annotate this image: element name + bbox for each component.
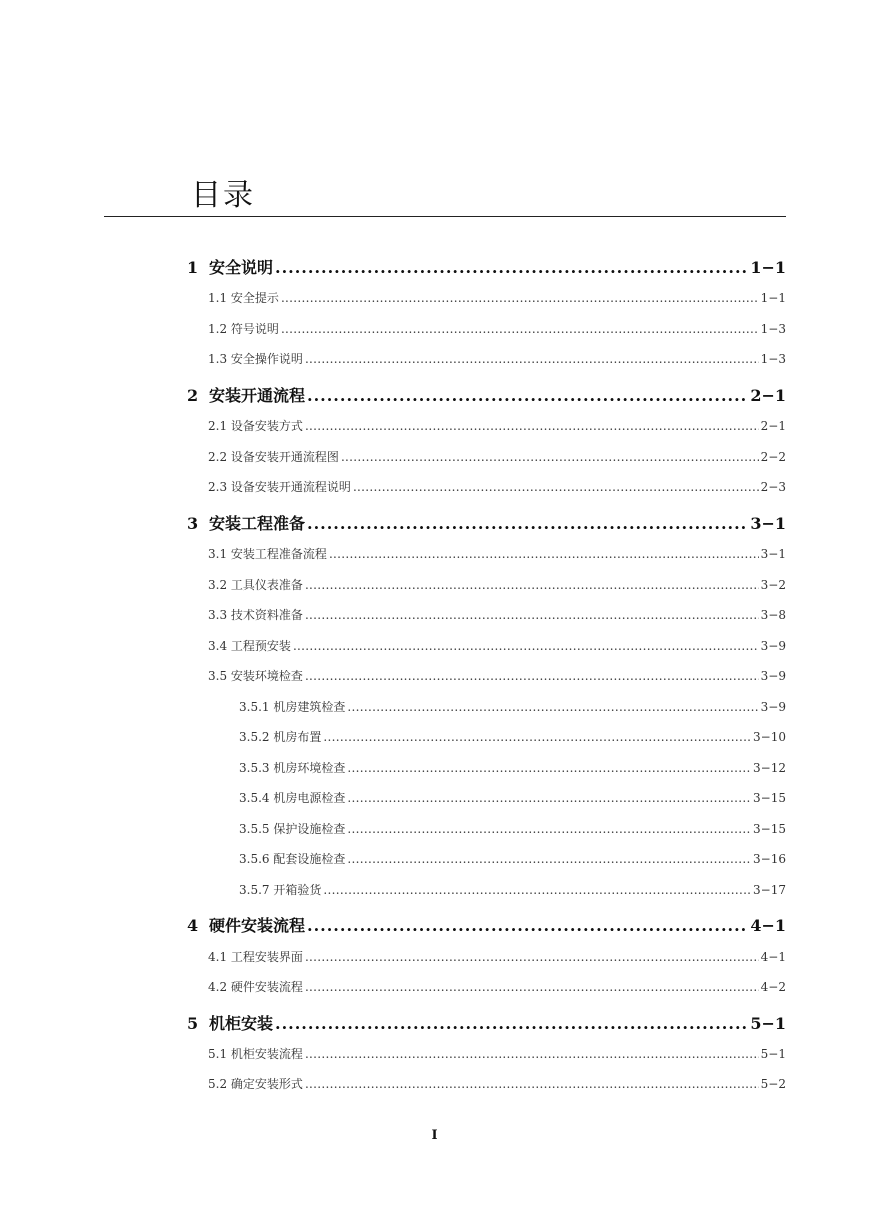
toc-leader <box>305 950 759 964</box>
toc-title: 符号说明 <box>230 322 279 336</box>
toc-entry-3-5-7[interactable] <box>239 881 786 898</box>
toc-number: 3.5.5 <box>239 822 270 836</box>
toc-title: 机柜安装流程 <box>230 1047 303 1061</box>
toc-number: 3.5.3 <box>239 761 270 775</box>
toc-entry-2[interactable] <box>187 383 786 406</box>
toc-title: 硬件安装流程 <box>230 980 303 994</box>
toc-number: 3.5 <box>208 669 228 683</box>
toc-title: 确定安装形式 <box>230 1077 303 1091</box>
toc-number: 3 <box>187 514 199 533</box>
toc-page: 3−15 <box>753 791 786 805</box>
toc-title: 安装开通流程 <box>209 386 306 405</box>
toc-number: 2.2 <box>208 450 228 464</box>
toc-page: 5−1 <box>750 1014 786 1033</box>
toc-leader <box>347 761 751 775</box>
title-divider <box>104 216 786 217</box>
toc-page: 1−1 <box>760 291 786 305</box>
toc-entry-3-5-3[interactable] <box>239 759 786 776</box>
toc-page: 3−16 <box>753 852 786 866</box>
toc-page: 1−1 <box>750 258 786 277</box>
toc-leader <box>305 419 759 433</box>
toc-title: 机房建筑检查 <box>273 700 346 714</box>
toc-title: 安全提示 <box>230 291 279 305</box>
toc-page: 5−2 <box>760 1077 786 1091</box>
toc-title: 安装工程准备 <box>209 514 306 533</box>
toc-title: 安装环境检查 <box>230 669 303 683</box>
toc-title: 技术资料准备 <box>230 608 303 622</box>
toc-number: 2.1 <box>208 419 228 433</box>
toc-title: 工程预安装 <box>230 639 291 653</box>
toc-number: 3.2 <box>208 578 228 592</box>
toc-entry-3-4[interactable] <box>208 637 786 654</box>
toc-leader <box>281 291 759 305</box>
toc-page: 4−2 <box>760 980 786 994</box>
toc-entry-1[interactable] <box>187 255 786 278</box>
toc-page: 4−1 <box>750 916 786 935</box>
toc-entry-5-2[interactable] <box>208 1075 786 1092</box>
toc-number: 3.5.7 <box>239 883 270 897</box>
toc-entry-4[interactable] <box>187 913 786 936</box>
toc-title: 机房环境检查 <box>273 761 346 775</box>
toc-number: 5.2 <box>208 1077 228 1091</box>
toc-title: 硬件安装流程 <box>209 916 306 935</box>
toc-leader <box>323 883 751 897</box>
toc-leader <box>305 608 759 622</box>
toc-leader <box>307 916 748 935</box>
toc-page: 4−1 <box>760 950 786 964</box>
toc-entry-5[interactable] <box>187 1011 786 1034</box>
toc-entry-3-2[interactable] <box>208 576 786 593</box>
toc-entry-5-1[interactable] <box>208 1045 786 1062</box>
toc-entry-2-3[interactable] <box>208 478 786 495</box>
toc-leader <box>293 639 759 653</box>
toc-page: 3−15 <box>753 822 786 836</box>
toc-title: 机房电源检查 <box>273 791 346 805</box>
toc-title: 工具仪表准备 <box>230 578 303 592</box>
toc-entry-4-2[interactable] <box>208 978 786 995</box>
toc-leader <box>305 980 759 994</box>
toc-number: 1.2 <box>208 322 228 336</box>
toc-number: 1.3 <box>208 352 228 366</box>
page-number: I <box>431 1128 438 1143</box>
toc-page: 3−8 <box>760 608 786 622</box>
toc-number: 2 <box>187 386 199 405</box>
toc-page: 2−3 <box>760 480 786 494</box>
toc-leader <box>305 669 759 683</box>
toc-leader <box>323 730 751 744</box>
toc-entry-3-5-4[interactable] <box>239 789 786 806</box>
toc-title: 安全操作说明 <box>230 352 303 366</box>
toc-page: 2−2 <box>760 450 786 464</box>
toc-entry-2-1[interactable] <box>208 417 786 434</box>
toc-page: 1−3 <box>760 322 786 336</box>
toc-number: 1 <box>187 258 199 277</box>
toc-entry-1-1[interactable] <box>208 289 786 306</box>
toc-title: 保护设施检查 <box>273 822 346 836</box>
toc-page: 3−9 <box>760 639 786 653</box>
toc-title: 机房布置 <box>273 730 322 744</box>
toc-entry-4-1[interactable] <box>208 948 786 965</box>
toc-entry-3-5-6[interactable] <box>239 850 786 867</box>
toc-title: 机柜安装 <box>209 1014 274 1033</box>
toc-leader <box>347 791 751 805</box>
toc-number: 3.3 <box>208 608 228 622</box>
toc-page: 2−1 <box>750 386 786 405</box>
toc-page: 3−12 <box>753 761 786 775</box>
toc-number: 3.5.2 <box>239 730 270 744</box>
toc-title: 配套设施检查 <box>273 852 346 866</box>
toc-entry-3-3[interactable] <box>208 606 786 623</box>
page-title: 目录 <box>191 178 255 213</box>
toc-page: 3−1 <box>760 547 786 561</box>
toc-number: 5 <box>187 1014 199 1033</box>
toc-entry-3-5[interactable] <box>208 667 786 684</box>
toc-leader <box>353 480 759 494</box>
toc-title: 安全说明 <box>209 258 274 277</box>
toc-number: 3.4 <box>208 639 228 653</box>
toc-entry-2-2[interactable] <box>208 448 786 465</box>
toc-title: 开箱验货 <box>273 883 322 897</box>
toc-entry-1-2[interactable] <box>208 320 786 337</box>
toc-entry-3-5-5[interactable] <box>239 820 786 837</box>
toc-leader <box>305 1077 759 1091</box>
toc-leader <box>305 1047 759 1061</box>
toc-page: 3−9 <box>760 669 786 683</box>
toc-number: 3.5.6 <box>239 852 270 866</box>
toc-number: 3.5.1 <box>239 700 270 714</box>
toc-number: 2.3 <box>208 480 228 494</box>
toc-entry-3-5-2[interactable] <box>239 728 786 745</box>
toc-page: 1−3 <box>760 352 786 366</box>
toc-entry-3-1[interactable] <box>208 545 786 562</box>
toc-page: 3−9 <box>760 700 786 714</box>
toc-page: 3−1 <box>750 514 786 533</box>
toc-leader <box>329 547 759 561</box>
toc-number: 5.1 <box>208 1047 228 1061</box>
toc-leader <box>305 578 759 592</box>
toc-leader <box>275 1014 748 1033</box>
toc-page: 2−1 <box>760 419 786 433</box>
toc-number: 3.5.4 <box>239 791 270 805</box>
toc-title: 工程安装界面 <box>230 950 303 964</box>
toc-leader <box>305 352 759 366</box>
toc-leader <box>347 852 751 866</box>
toc-entry-3-5-1[interactable] <box>239 698 786 715</box>
toc-page: 3−2 <box>760 578 786 592</box>
toc-title: 设备安装开通流程图 <box>230 450 339 464</box>
toc-leader <box>281 322 759 336</box>
toc-title: 安装工程准备流程 <box>230 547 327 561</box>
toc-page: 5−1 <box>760 1047 786 1061</box>
toc-entry-3[interactable] <box>187 511 786 534</box>
toc-leader <box>307 386 748 405</box>
toc-leader <box>275 258 748 277</box>
toc-number: 4.1 <box>208 950 228 964</box>
toc-number: 4 <box>187 916 199 935</box>
toc-number: 1.1 <box>208 291 228 305</box>
toc-leader <box>341 450 759 464</box>
toc-title: 设备安装开通流程说明 <box>230 480 351 494</box>
toc-page: 3−10 <box>753 730 786 744</box>
toc-number: 4.2 <box>208 980 228 994</box>
toc-title: 设备安装方式 <box>230 419 303 433</box>
toc-leader <box>347 822 751 836</box>
toc-entry-1-3[interactable] <box>208 350 786 367</box>
toc-leader <box>307 514 748 533</box>
toc-page: 3−17 <box>753 883 786 897</box>
toc-number: 3.1 <box>208 547 228 561</box>
toc-leader <box>347 700 758 714</box>
